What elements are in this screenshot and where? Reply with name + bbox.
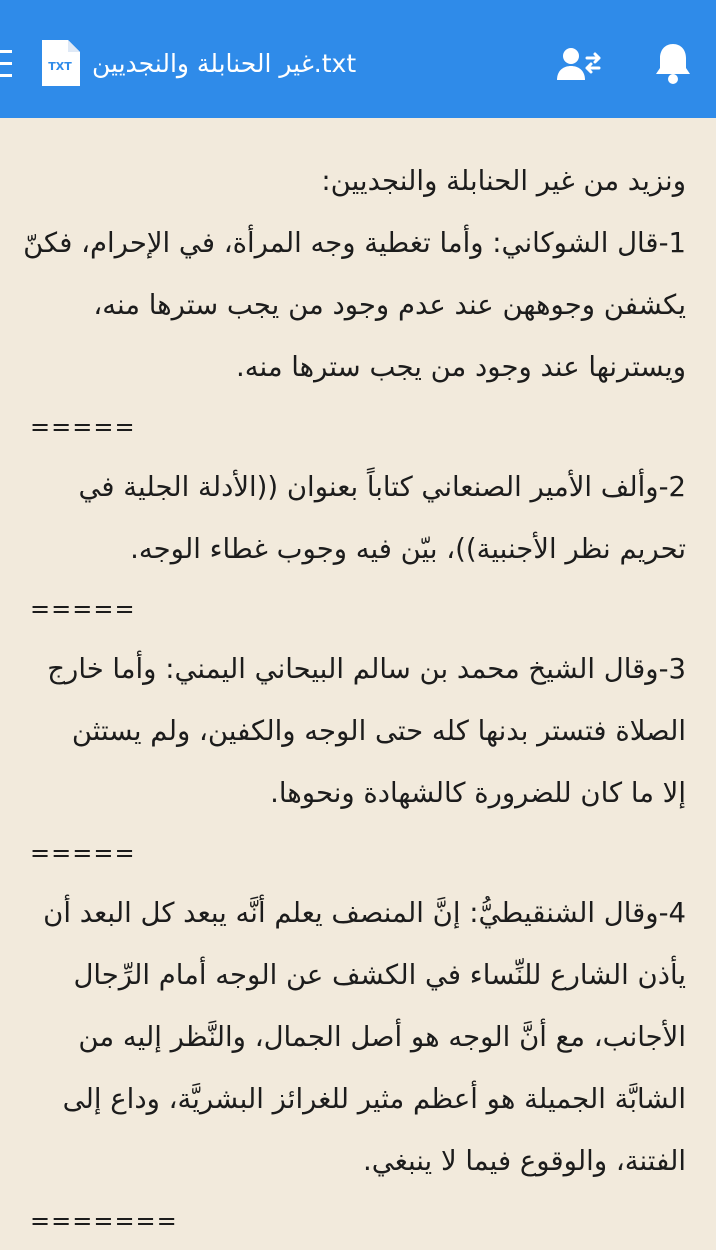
txt-file-icon <box>38 38 82 88</box>
p2-line-1: 2-وألف الأمير الصنعاني كتاباً بعنوان ((الأدلة الجلية في <box>78 471 686 503</box>
p1-line-1: 1-قال الشوكاني: وأما تغطية وجه المرأة، في الإحرام، فكنّ <box>23 227 686 259</box>
p3-line-1: 3-وقال الشيخ محمد بن سالم البيحاني اليمني: وأما خارج <box>47 653 686 685</box>
p4-line-5: الفتنة، والوقوع فيما لا ينبغي. <box>363 1145 686 1177</box>
p2-line-2: تحريم نظر الأجنبية))، بيّن فيه وجوب غطاء الوجه. <box>130 533 686 565</box>
user-swap-icon[interactable] <box>556 42 602 88</box>
intro-line: ونزيد من غير الحنابلة والنجديين: <box>321 165 686 197</box>
p4-line-1: 4-وقال الشنقيطيُّ: إنَّ المنصف يعلم أنَّه يبعد كل البعد أن <box>43 897 686 929</box>
txt-icon-label: TXT <box>48 60 72 73</box>
p4-line-3: الأجانب، مع أنَّ الوجه هو أصل الجمال، والنَّظر إليه من <box>78 1021 686 1053</box>
file-title: غير الحنابلة والنجديين.txt <box>92 48 357 78</box>
separator-1: ===== <box>30 413 136 441</box>
p1-line-3: ويسترنها عند وجود من يجب سترها منه. <box>236 351 686 383</box>
p1-line-2: يكشفن وجوههن عند عدم وجود من يجب سترها منه، <box>93 289 686 321</box>
p4-line-4: الشابَّة الجميلة هو أعظم مثير للغرائز البشريَّة، وداع إلى <box>62 1083 686 1115</box>
p4-line-2: يأذن الشارع للنِّساء في الكشف عن الوجه أمام الرِّجال <box>73 959 686 991</box>
bell-icon[interactable] <box>650 40 696 86</box>
separator-4: ======= <box>30 1207 178 1235</box>
p3-line-3: إلا ما كان للضرورة كالشهادة ونحوها. <box>270 777 686 809</box>
app-bar <box>0 0 716 118</box>
menu-icon[interactable] <box>0 46 14 82</box>
separator-3: ===== <box>30 839 136 867</box>
document-text <box>23 150 686 1250</box>
p3-line-2: الصلاة فتستر بدنها كله حتى الوجه والكفين، ولم يستثن <box>71 715 686 747</box>
separator-2: ===== <box>30 595 136 623</box>
